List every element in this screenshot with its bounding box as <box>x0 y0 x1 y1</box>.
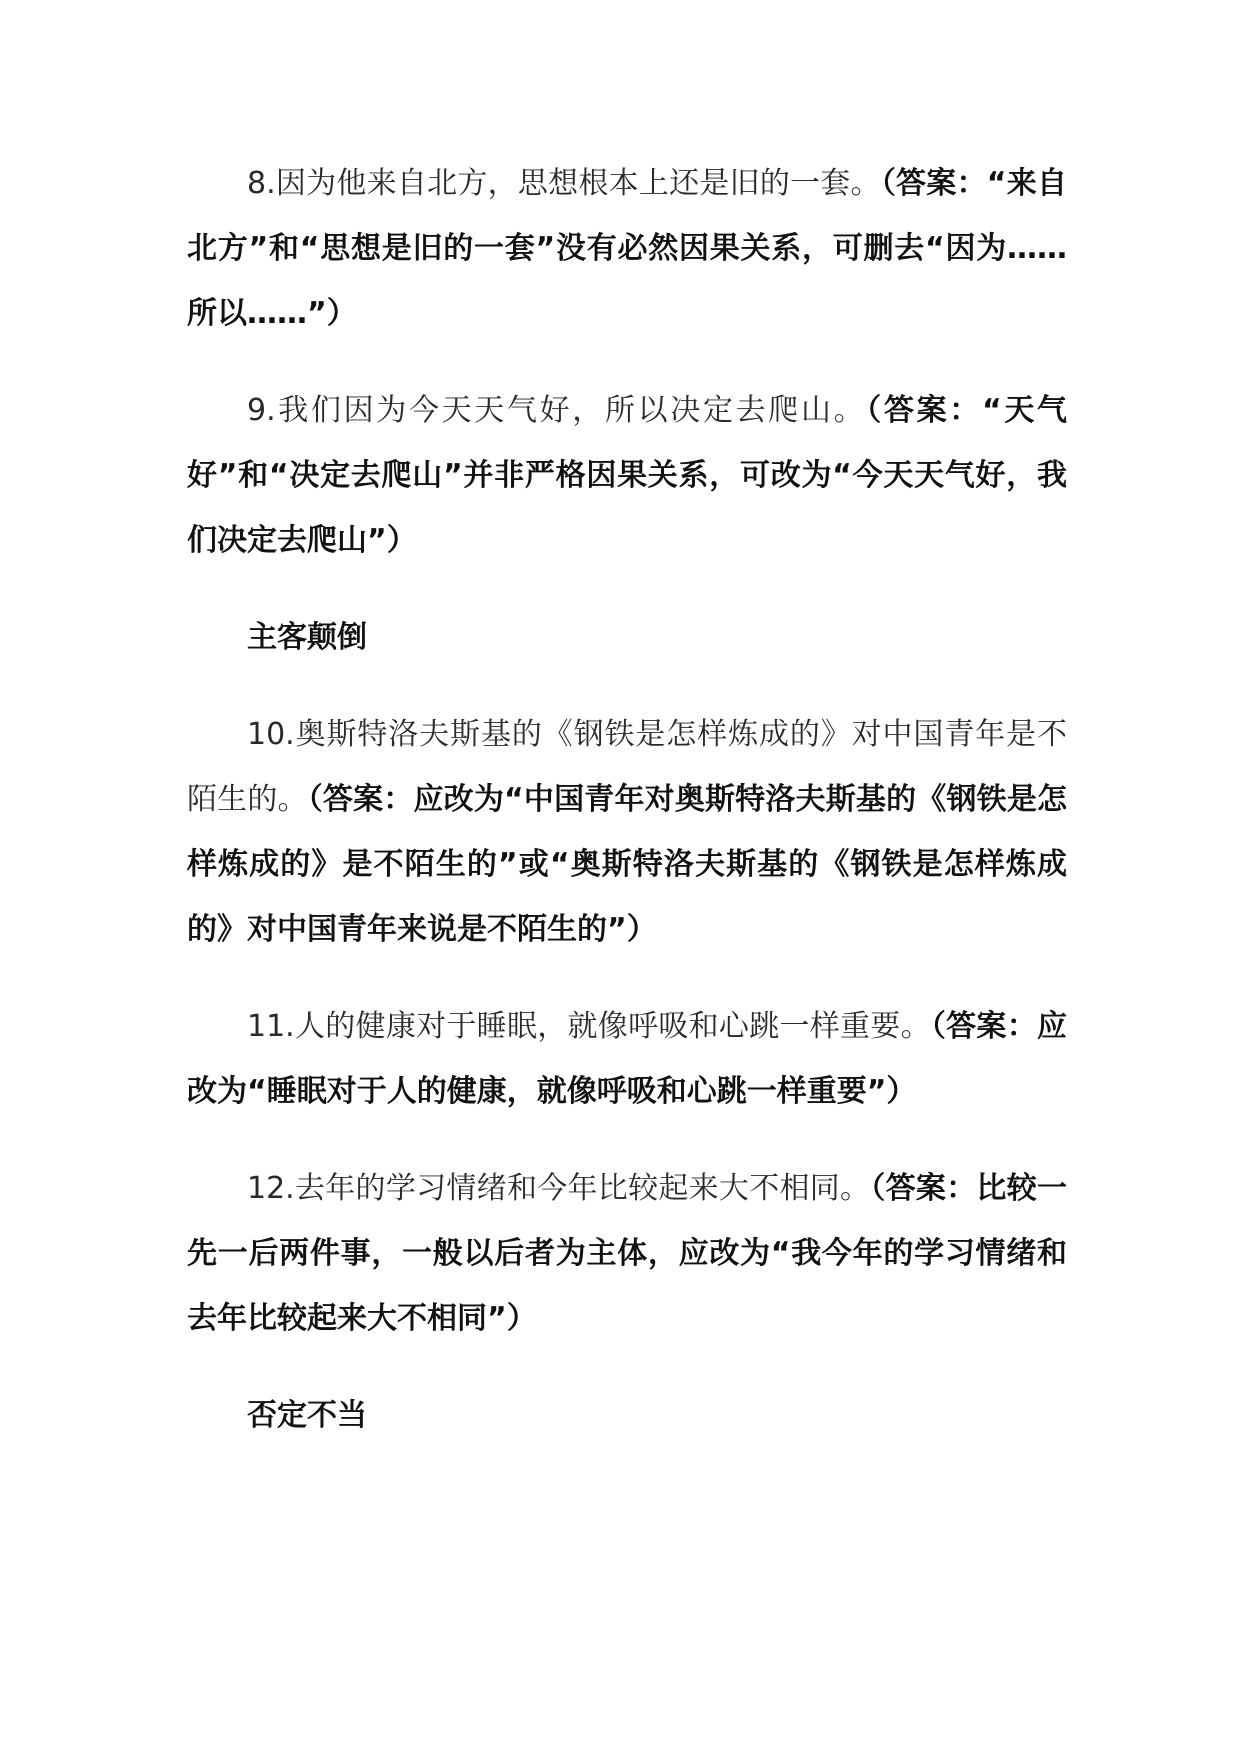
exercise-question: 12.去年的学习情绪和今年比较起来大不相同。 <box>247 1171 871 1206</box>
exercise-answer: （答案：应改为“中国青年对奥斯特洛夫斯基的《钢铁是怎样炼成的》是不陌生的”或“奥斯特洛夫斯基的《钢铁是怎样炼成的》对中国青年来说是不陌生的”） <box>187 782 1068 947</box>
exercise-question: 11.人的健康对于睡眠，就像呼吸和心跳一样重要。 <box>247 1009 931 1044</box>
section-heading-inversion: 主客颠倒 <box>247 620 367 655</box>
exercise-item-11 <box>187 994 1067 1124</box>
exercise-answer: （答案：“来自北方”和“思想是旧的一套”没有必然因果关系，可删去“因为……所以……”） <box>187 166 1068 331</box>
exercise-item-9 <box>187 378 1067 573</box>
exercise-item-8 <box>187 151 1067 346</box>
exercise-question: 8.因为他来自北方，思想根本上还是旧的一套。 <box>247 166 881 201</box>
exercise-item-10 <box>187 702 1067 962</box>
exercise-item-12 <box>187 1156 1067 1351</box>
section-heading-negation: 否定不当 <box>247 1398 367 1433</box>
exercise-answer: （答案：应改为“睡眠对于人的健康，就像呼吸和心跳一样重要”） <box>187 1009 1067 1109</box>
exercise-answer: （答案：“天气好”和“决定去爬山”并非严格因果关系，可改为“今天天气好，我们决定去爬山”） <box>187 393 1067 558</box>
exercise-question: 9.我们因为今天天气好，所以决定去爬山。 <box>247 393 867 428</box>
exercise-question: 10.奥斯特洛夫斯基的《钢铁是怎样炼成的》对中国青年是不陌生的。 <box>187 717 1067 817</box>
document-content <box>187 151 1067 1480</box>
exercise-answer: （答案：比较一先一后两件事，一般以后者为主体，应改为“我今年的学习情绪和去年比较起来大不相同”） <box>187 1171 1067 1336</box>
